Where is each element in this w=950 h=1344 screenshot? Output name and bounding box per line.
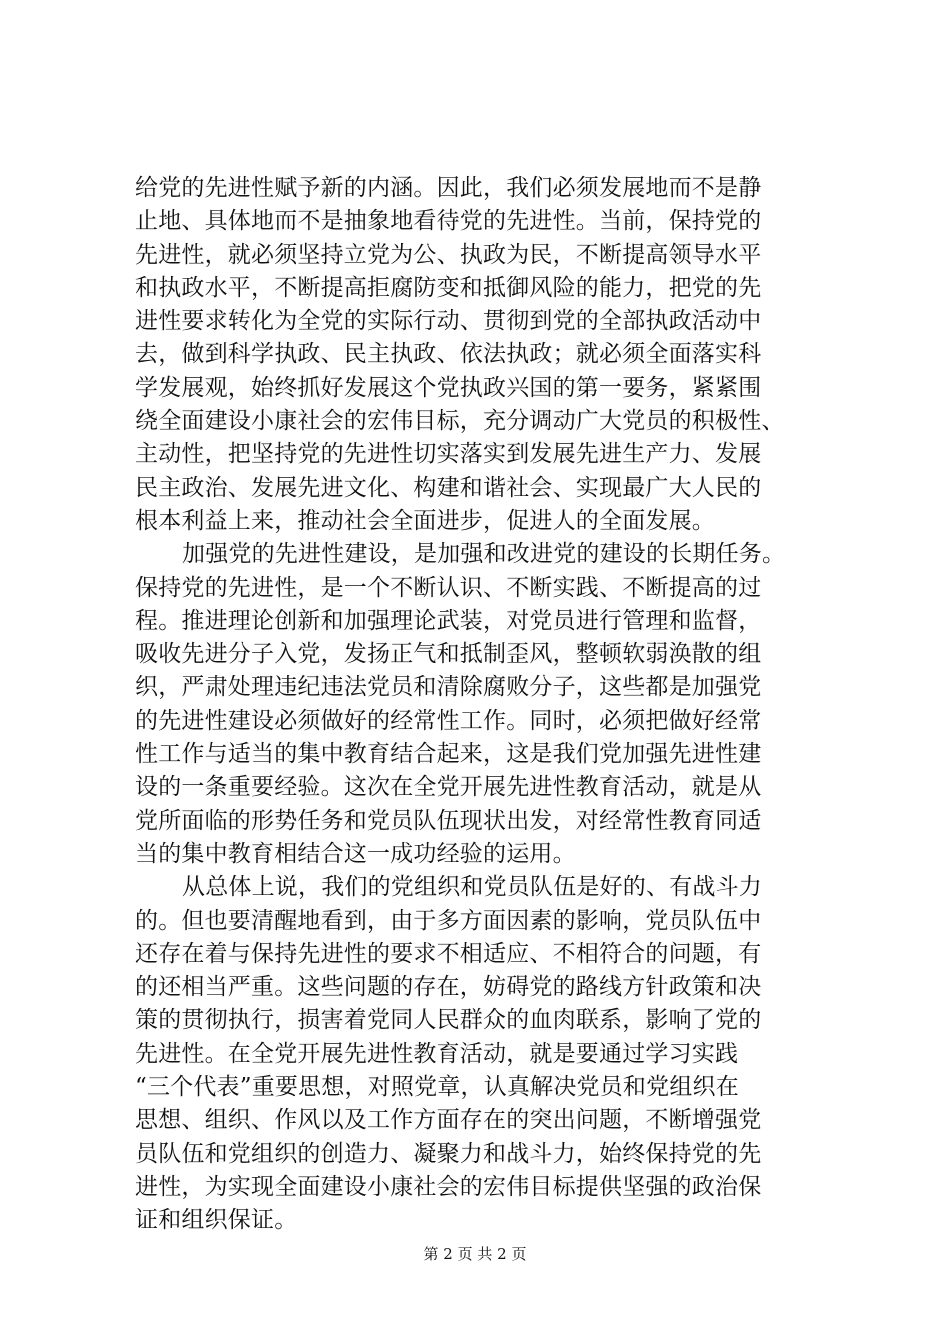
text-line: 学发展观，始终抓好发展这个党执政兴国的第一要务，紧紧围 [135, 374, 762, 401]
text-line: 先进性。在全党开展先进性教育活动，就是要通过学习实践 [135, 1040, 739, 1067]
text-line: 给党的先进性赋予新的内涵。因此，我们必须发展地而不是静 [135, 175, 762, 201]
text-line: 从总体上说，我们的党组织和党员队伍是好的、有战斗力 [182, 874, 762, 901]
text-line: 进性，为实现全面建设小康社会的宏伟目标提供坚强的政治保 [135, 1173, 762, 1200]
paragraph-2 [135, 538, 825, 871]
text-line: 性工作与适当的集中教育结合起来，这是我们党加强先进性建 [135, 741, 762, 768]
text-line: 员队伍和党组织的创造力、凝聚力和战斗力，始终保持党的先 [135, 1140, 762, 1167]
text-line: 进性要求转化为全党的实际行动、贯彻到党的全部执政活动中 [135, 308, 762, 335]
text-line: 织，严肃处理违纪违法党员和清除腐败分子，这些都是加强党 [135, 674, 762, 701]
text-line: 加强党的先进性建设，是加强和改进党的建设的长期任务。 [182, 541, 786, 568]
text-line: 程。推进理论创新和加强理论武装，对党员进行管理和监督， [135, 607, 762, 634]
text-line: 主动性，把坚持党的先进性切实落实到发展先进生产力、发展 [135, 441, 762, 468]
document-body [135, 172, 825, 1238]
text-line: 设的一条重要经验。这次在全党开展先进性教育活动，就是从 [135, 774, 762, 801]
text-line: 策的贯彻执行，损害着党同人民群众的血肉联系，影响了党的 [135, 1007, 762, 1034]
paragraph-3 [135, 871, 825, 1237]
page-number-label: 第 2 页 共 2 页 [423, 1245, 527, 1263]
text-line: 的先进性建设必须做好的经常性工作。同时，必须把做好经常 [135, 707, 762, 734]
text-line: 和执政水平，不断提高拒腐防变和抵御风险的能力，把党的先 [135, 274, 762, 301]
text-line: 还存在着与保持先进性的要求不相适应、不相符合的问题，有 [135, 940, 762, 967]
text-line: 止地、具体地而不是抽象地看待党的先进性。当前，保持党的 [135, 208, 762, 235]
text-line: 证和组织保证。 [135, 1207, 298, 1234]
text-line: 吸收先进分子入党，发扬正气和抵制歪风，整顿软弱涣散的组 [135, 641, 762, 668]
text-line: 绕全面建设小康社会的宏伟目标，充分调动广大党员的积极性、 [135, 408, 785, 435]
text-line: 当的集中教育相结合这一成功经验的运用。 [135, 840, 576, 867]
text-line: 的。但也要清醒地看到，由于多方面因素的影响，党员队伍中 [135, 907, 762, 934]
text-line: 思想、组织、作风以及工作方面存在的突出问题，不断增强党 [135, 1107, 762, 1134]
text-line: 保持党的先进性，是一个不断认识、不断实践、不断提高的过 [135, 574, 762, 601]
text-line: 先进性，就必须坚持立党为公、执政为民，不断提高领导水平 [135, 241, 762, 268]
text-line: “三个代表”重要思想，对照党章，认真解决党员和党组织在 [135, 1074, 739, 1101]
text-line: 去，做到科学执政、民主执政、依法执政；就必须全面落实科 [135, 341, 762, 368]
text-line: 的还相当严重。这些问题的存在，妨碍党的路线方针政策和决 [135, 974, 762, 1001]
text-line: 根本利益上来，推动社会全面进步，促进人的全面发展。 [135, 507, 715, 534]
text-line: 党所面临的形势任务和党员队伍现状出发，对经常性教育同适 [135, 807, 762, 834]
text-line: 民主政治、发展先进文化、构建和谐社会、实现最广大人民的 [135, 474, 762, 501]
page-footer [0, 1244, 950, 1264]
paragraph-1 [135, 172, 825, 538]
